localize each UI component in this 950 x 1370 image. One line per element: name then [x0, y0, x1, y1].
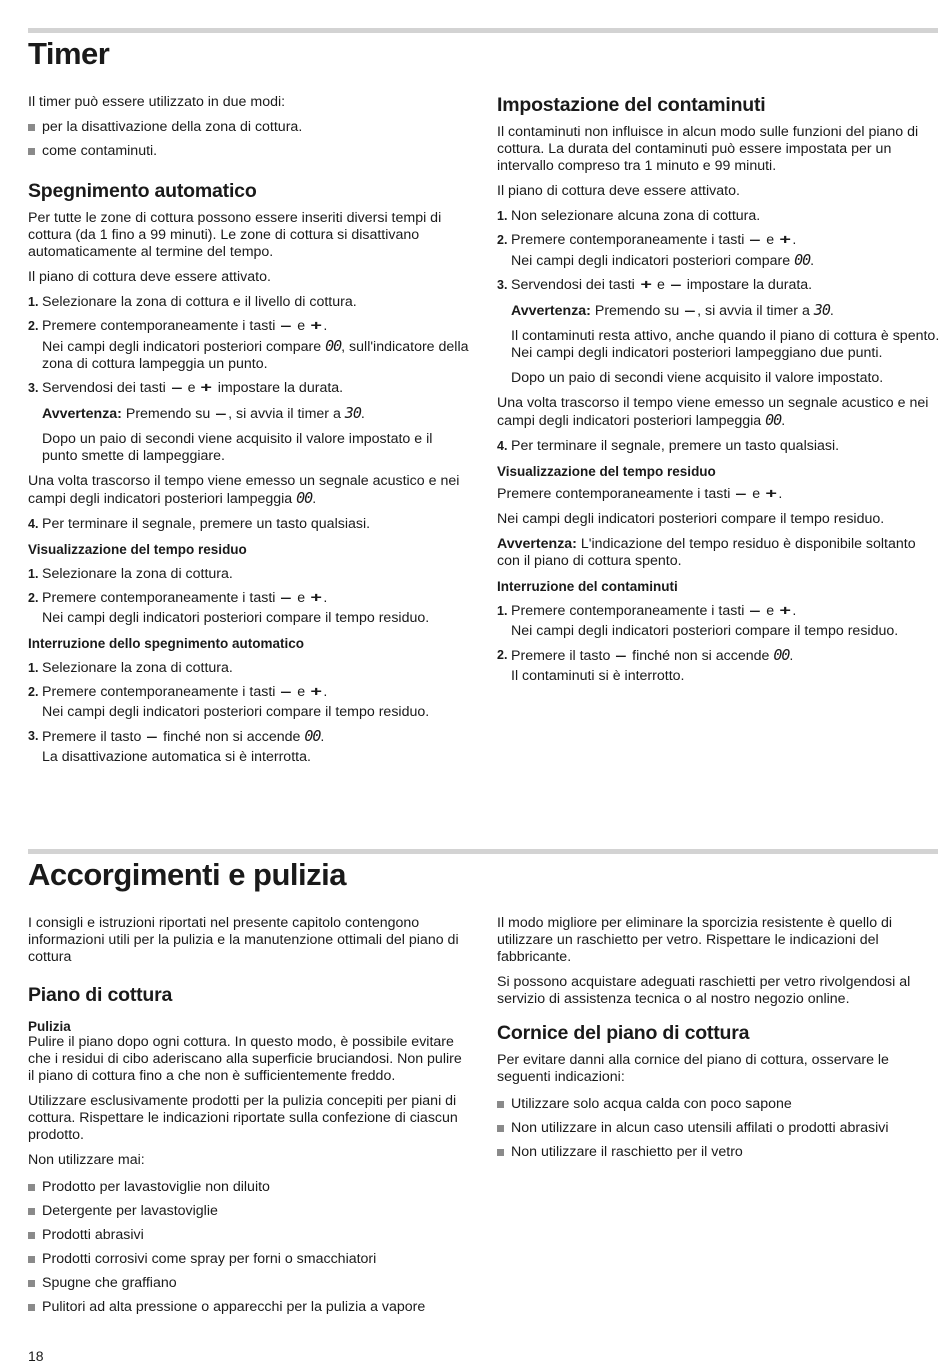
step-number: 2. — [28, 319, 39, 333]
list-item: 2. Premere contemporaneamente i tasti – e +. Nei campi degli indicatori posteriori compare 00, sull'indicatore della zona di cottura lampeggia un punto. — [28, 318, 471, 373]
list-item — [28, 660, 471, 677]
list-item: 3. Premere il tasto – finché non si accende 00. La disattivazione automatica si è interrotta. — [28, 728, 471, 766]
step-text: Per terminare il segnale, premere un tasto qualsiasi. — [511, 438, 840, 454]
step-subtext: Nei campi degli indicatori posteriori compare 00. — [511, 251, 815, 269]
interrupt-steps — [28, 660, 471, 766]
step-text: Premere contemporaneamente i tasti — [42, 318, 276, 334]
clean-p2: Utilizzare esclusivamente prodotti per la pulizia concepiti per piani di cottura. Rispettare le indicazioni riportate sulla confezione di ciascun prodotto. — [28, 1093, 458, 1143]
step-number: 3. — [28, 381, 39, 395]
minus-key-icon: – — [215, 406, 227, 422]
timer-intro: Il timer può essere utilizzato in due modi: — [28, 94, 286, 110]
step-number: 4. — [497, 439, 508, 453]
step-text: Premere contemporaneamente i tasti — [42, 684, 276, 700]
never-list — [28, 1179, 471, 1316]
list-item — [28, 566, 471, 583]
conj: e — [657, 277, 665, 293]
step-subtext: Nei campi degli indicatori posteriori compare il tempo residuo. — [511, 623, 899, 639]
list-item — [497, 277, 940, 294]
step-subtext: Nei campi degli indicatori posteriori compare il tempo residuo. — [42, 704, 430, 720]
conj: e — [766, 232, 775, 248]
conj: e — [297, 590, 306, 606]
page-title-care: Accorgimenti e pulizia — [28, 857, 347, 892]
auto-note: Avvertenza: Premendo su –, si avvia il timer a 30. — [42, 404, 365, 422]
step-text: Premere contemporaneamente i tasti — [511, 603, 745, 619]
plus-key-icon: + — [310, 318, 323, 334]
conj: e — [297, 318, 306, 334]
clean-p1: Pulire il piano dopo ogni cottura. In questo modo, è possibile evitare che i residui di cibo aderiscano alla superficie bruciandosi. Non pulire il piano di cottura fino a che non è sufficientemente freddo. — [28, 1034, 462, 1084]
section-rule-top — [28, 28, 938, 33]
rem-p1: Premere contemporaneamente i tasti – e +. — [497, 486, 783, 502]
note-text: Premendo su — [125, 406, 211, 422]
display-00-icon: 00 — [794, 251, 811, 269]
display-00-icon: 00 — [304, 727, 321, 745]
list-item: Prodotto per lavastoviglie non diluito — [28, 1179, 471, 1196]
frame-list — [497, 1096, 940, 1161]
list-item: Pulitori ad alta pressione o apparecchi per la pulizia a vapore — [28, 1299, 471, 1316]
list-item: Detergente per lavastoviglie — [28, 1203, 471, 1220]
list-item — [28, 380, 471, 397]
plus-key-icon: + — [310, 684, 323, 700]
page-number: 18 — [28, 1348, 44, 1364]
step-number: 1. — [28, 567, 39, 581]
step-text: Premere contemporaneamente i tasti — [42, 590, 276, 606]
heading-remaining-minute: Visualizzazione del tempo residuo — [497, 464, 716, 479]
list-item — [497, 438, 940, 455]
list-item — [28, 516, 471, 533]
minus-key-icon: – — [670, 277, 682, 293]
plus-key-icon: + — [640, 277, 652, 293]
step-number: 3. — [497, 278, 508, 292]
care-intro: I consigli e istruzioni riportati nel presente capitolo contengono informazioni utili per la pulizia e la manutenzione ottimali del piano di cottura — [28, 915, 459, 965]
list-item: Utilizzare solo acqua calda con poco sapone — [497, 1096, 940, 1113]
step-text: Servendosi dei tasti — [511, 277, 635, 293]
note-text: L'indicazione del tempo residuo è disponibile soltanto con il piano di cottura spento. — [497, 536, 916, 569]
after-text: Una volta trascorso il tempo viene emesso un segnale acustico e nei campi degli indicatori posteriori lampeggia — [497, 395, 929, 429]
auto-note2: Dopo un paio di secondi viene acquisito il valore impostato e il punto smette di lampeggiare. — [42, 431, 433, 464]
step-number: 1. — [497, 604, 508, 618]
step-text-2: finché non si accende — [632, 648, 770, 664]
minus-key-icon: – — [684, 303, 696, 319]
list-item: come contaminuti. — [28, 143, 471, 160]
heading-auto-off: Spegnimento automatico — [28, 180, 257, 202]
step-text: Per terminare il segnale, premere un tasto qualsiasi. — [42, 516, 371, 532]
heading-frame: Cornice del piano di cottura — [497, 1022, 750, 1044]
conj: e — [766, 603, 775, 619]
plus-key-icon: + — [765, 486, 778, 502]
note-label: Avvertenza: — [42, 406, 122, 422]
step-text: Selezionare la zona di cottura. — [42, 660, 233, 676]
rem-note — [497, 536, 940, 570]
minus-key-icon: – — [735, 486, 747, 502]
auto-p1: Per tutte le zone di cottura possono essere inseriti diversi tempi di cottura (da 1 fino a 99 minuti). Le zone di cottura si disattivano automaticamente al termine del tempo. — [28, 210, 442, 260]
note-label: Avvertenza: — [511, 303, 591, 319]
timer-modes-list — [28, 119, 471, 160]
step-number: 3. — [28, 729, 39, 743]
care-left-column — [28, 915, 471, 1324]
conj: e — [297, 684, 306, 700]
display-00-icon: 00 — [765, 411, 782, 429]
list-item — [497, 208, 940, 225]
step-text: Premere il tasto — [511, 648, 611, 664]
heading-remaining: Visualizzazione del tempo residuo — [28, 542, 247, 557]
list-item: 2. Premere il tasto – finché non si accende 00. Il contaminuti si è interrotto. — [497, 647, 940, 685]
minus-key-icon: – — [280, 684, 292, 700]
minute-note: Avvertenza: Premendo su –, si avvia il timer a 30. — [511, 301, 834, 319]
list-item: 1. Premere contemporaneamente i tasti – e +. Nei campi degli indicatori posteriori compare il tempo residuo. — [497, 603, 940, 640]
auto-steps — [28, 294, 471, 397]
section-rule-care — [28, 849, 938, 854]
sub-text-2: , sull'indicatore della zona di cottura lampeggia un punto. — [42, 339, 469, 372]
heading-hob: Piano di cottura — [28, 984, 173, 1006]
step-text: Non selezionare alcuna zona di cottura. — [511, 208, 761, 224]
note-text: Premendo su — [594, 303, 680, 319]
step-subtext: Il contaminuti si è interrotto. — [511, 668, 685, 684]
minute-interrupt-steps — [497, 603, 940, 685]
step-number: 2. — [28, 685, 39, 699]
minute-note2: Il contaminuti resta attivo, anche quando il piano di cottura è spento. Nei campi degli indicatori posteriori lampeggiano due punti. — [511, 328, 940, 361]
minus-key-icon: – — [749, 232, 761, 248]
step-text-2: finché non si accende — [163, 729, 301, 745]
list-item: Prodotti corrosivi come spray per forni o smacchiatori — [28, 1251, 471, 1268]
plus-key-icon: + — [200, 380, 213, 396]
step-text: Servendosi dei tasti — [42, 380, 166, 396]
display-00-icon: 00 — [325, 337, 342, 355]
minus-key-icon: – — [171, 380, 183, 396]
list-item: Non utilizzare in alcun caso utensili affilati o prodotti abrasivi — [497, 1120, 940, 1137]
list-item: per la disattivazione della zona di cottura. — [28, 119, 471, 136]
step-number: 1. — [497, 209, 508, 223]
note-label: Avvertenza: — [497, 536, 577, 552]
sub-text: Nei campi degli indicatori posteriori compare — [511, 253, 791, 269]
step-text: Premere il tasto — [42, 729, 142, 745]
step-number: 2. — [497, 233, 508, 247]
minus-key-icon: – — [615, 648, 627, 664]
rem-text: Premere contemporaneamente i tasti — [497, 486, 731, 502]
step-number: 2. — [28, 591, 39, 605]
remaining-steps — [28, 566, 471, 627]
step-subtext — [42, 338, 471, 373]
heading-minute-timer: Impostazione del contaminuti — [497, 94, 766, 116]
conj: e — [187, 380, 196, 396]
list-item: Non utilizzare il raschietto per il vetro — [497, 1144, 940, 1161]
plus-key-icon: + — [779, 232, 792, 248]
step-text: Selezionare la zona di cottura. — [42, 566, 233, 582]
list-item: Spugne che graffiano — [28, 1275, 471, 1292]
step-number: 1. — [28, 295, 39, 309]
auto-after: Una volta trascorso il tempo viene emesso un segnale acustico e nei campi degli indicatori posteriori lampeggia 00. — [28, 473, 460, 507]
note-text-2: , si avvia il timer a — [697, 303, 810, 319]
step-text-2: impostare la durata. — [217, 380, 344, 396]
auto-p2: Il piano di cottura deve essere attivato. — [28, 269, 271, 285]
care-right-column — [497, 915, 940, 1169]
timer-left-column — [28, 94, 471, 774]
scraper-p2: Si possono acquistare adeguati raschietti per vetro rivolgendosi al servizio di assistenza tecnica o al nostro negozio online. — [497, 974, 911, 1007]
conj: e — [752, 486, 761, 502]
plus-key-icon: + — [779, 603, 792, 619]
heading-interrupt-minute: Interruzione del contaminuti — [497, 579, 678, 594]
minus-key-icon: – — [280, 590, 292, 606]
step-number: 2. — [497, 648, 508, 662]
step-number: 1. — [28, 661, 39, 675]
step-text: Premere contemporaneamente i tasti — [511, 232, 745, 248]
list-item: 2. Premere contemporaneamente i tasti – e +. Nei campi degli indicatori posteriori compare il tempo residuo. — [28, 590, 471, 627]
display-30-icon: 30 — [813, 301, 830, 319]
list-item: 2. Premere contemporaneamente i tasti – e +. Nei campi degli indicatori posteriori compare 00. — [497, 232, 940, 270]
heading-cleaning: Pulizia — [28, 1019, 71, 1034]
minute-p1: Il contaminuti non influisce in alcun modo sulle funzioni del piano di cottura. La durata del contaminuti può essere impostata per un intervallo compreso tra 1 minuto e 99 minuti. — [497, 124, 919, 174]
plus-key-icon: + — [310, 590, 323, 606]
timer-right-column — [497, 94, 940, 693]
minus-key-icon: – — [280, 318, 292, 334]
minute-p2: Il piano di cottura deve essere attivato. — [497, 183, 740, 199]
list-item: 2. Premere contemporaneamente i tasti – e +. Nei campi degli indicatori posteriori compare il tempo residuo. — [28, 684, 471, 721]
rem-p2: Nei campi degli indicatori posteriori compare il tempo residuo. — [497, 511, 885, 527]
note-text-2: , si avvia il timer a — [228, 406, 341, 422]
minute-steps — [497, 208, 940, 294]
display-00-icon: 00 — [296, 489, 313, 507]
minute-after: Una volta trascorso il tempo viene emesso un segnale acustico e nei campi degli indicatori posteriori lampeggia 00. — [497, 395, 929, 429]
list-item: Prodotti abrasivi — [28, 1227, 471, 1244]
after-text: Una volta trascorso il tempo viene emesso un segnale acustico e nei campi degli indicatori posteriori lampeggia — [28, 473, 460, 507]
step-text-2: impostare la durata. — [686, 277, 813, 293]
minus-key-icon: – — [749, 603, 761, 619]
list-item — [28, 294, 471, 311]
auto-steps-4 — [28, 516, 471, 533]
minute-steps-4 — [497, 438, 940, 455]
step-number: 4. — [28, 517, 39, 531]
display-30-icon: 30 — [344, 404, 361, 422]
never-use: Non utilizzare mai: — [28, 1152, 145, 1168]
step-subtext: Nei campi degli indicatori posteriori compare il tempo residuo. — [42, 610, 430, 626]
display-00-icon: 00 — [773, 646, 790, 664]
minus-key-icon: – — [146, 729, 158, 745]
page-title-timer: Timer — [28, 36, 110, 71]
step-subtext: La disattivazione automatica si è interrotta. — [42, 749, 311, 765]
minute-note3: Dopo un paio di secondi viene acquisito il valore impostato. — [511, 370, 884, 386]
step-text: Selezionare la zona di cottura e il livello di cottura. — [42, 294, 357, 310]
scraper-p1: Il modo migliore per eliminare la sporcizia resistente è quello di utilizzare un raschietto per vetro. Rispettare le indicazioni del fabbricante. — [497, 915, 893, 965]
sub-text: Nei campi degli indicatori posteriori compare — [42, 339, 322, 355]
heading-interrupt-auto: Interruzione dello spegnimento automatico — [28, 636, 305, 651]
frame-p: Per evitare danni alla cornice del piano di cottura, osservare le seguenti indicazioni: — [497, 1052, 889, 1085]
